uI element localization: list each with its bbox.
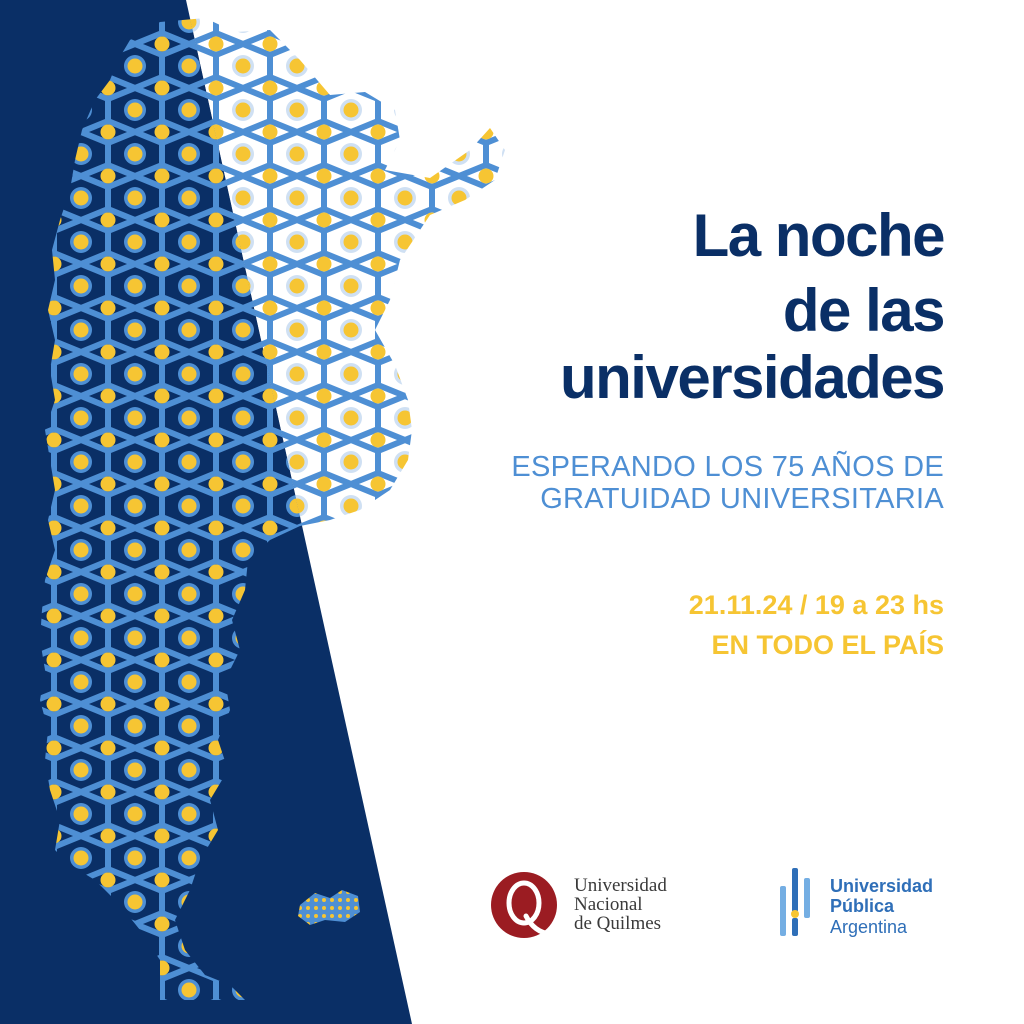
- unq-name-line-3: de Quilmes: [574, 913, 662, 934]
- subtitle-line-1: ESPERANDO LOS 75 AÑOS DE: [511, 451, 944, 483]
- unq-q-icon: [490, 868, 564, 942]
- headline-line-2: de las: [782, 277, 944, 344]
- unq-logo: [490, 864, 710, 944]
- upa-name-line-3: Argentina: [830, 917, 908, 937]
- upa-logo: [778, 862, 968, 944]
- headline-line-3: universidades: [559, 344, 944, 411]
- subtitle-line-2: GRATUIDAD UNIVERSITARIA: [540, 483, 944, 515]
- upa-name-line-2: Pública: [830, 896, 895, 916]
- event-location: EN TODO EL PAÍS: [711, 630, 944, 660]
- headline-line-1: La noche: [692, 202, 944, 269]
- upa-bars-icon: [778, 864, 820, 940]
- unq-name-line-2: Nacional: [574, 894, 643, 915]
- event-datetime: 21.11.24 / 19 a 23 hs: [688, 590, 944, 620]
- unq-name-line-1: Universidad: [574, 875, 667, 896]
- upa-name-line-1: Universidad: [830, 876, 934, 896]
